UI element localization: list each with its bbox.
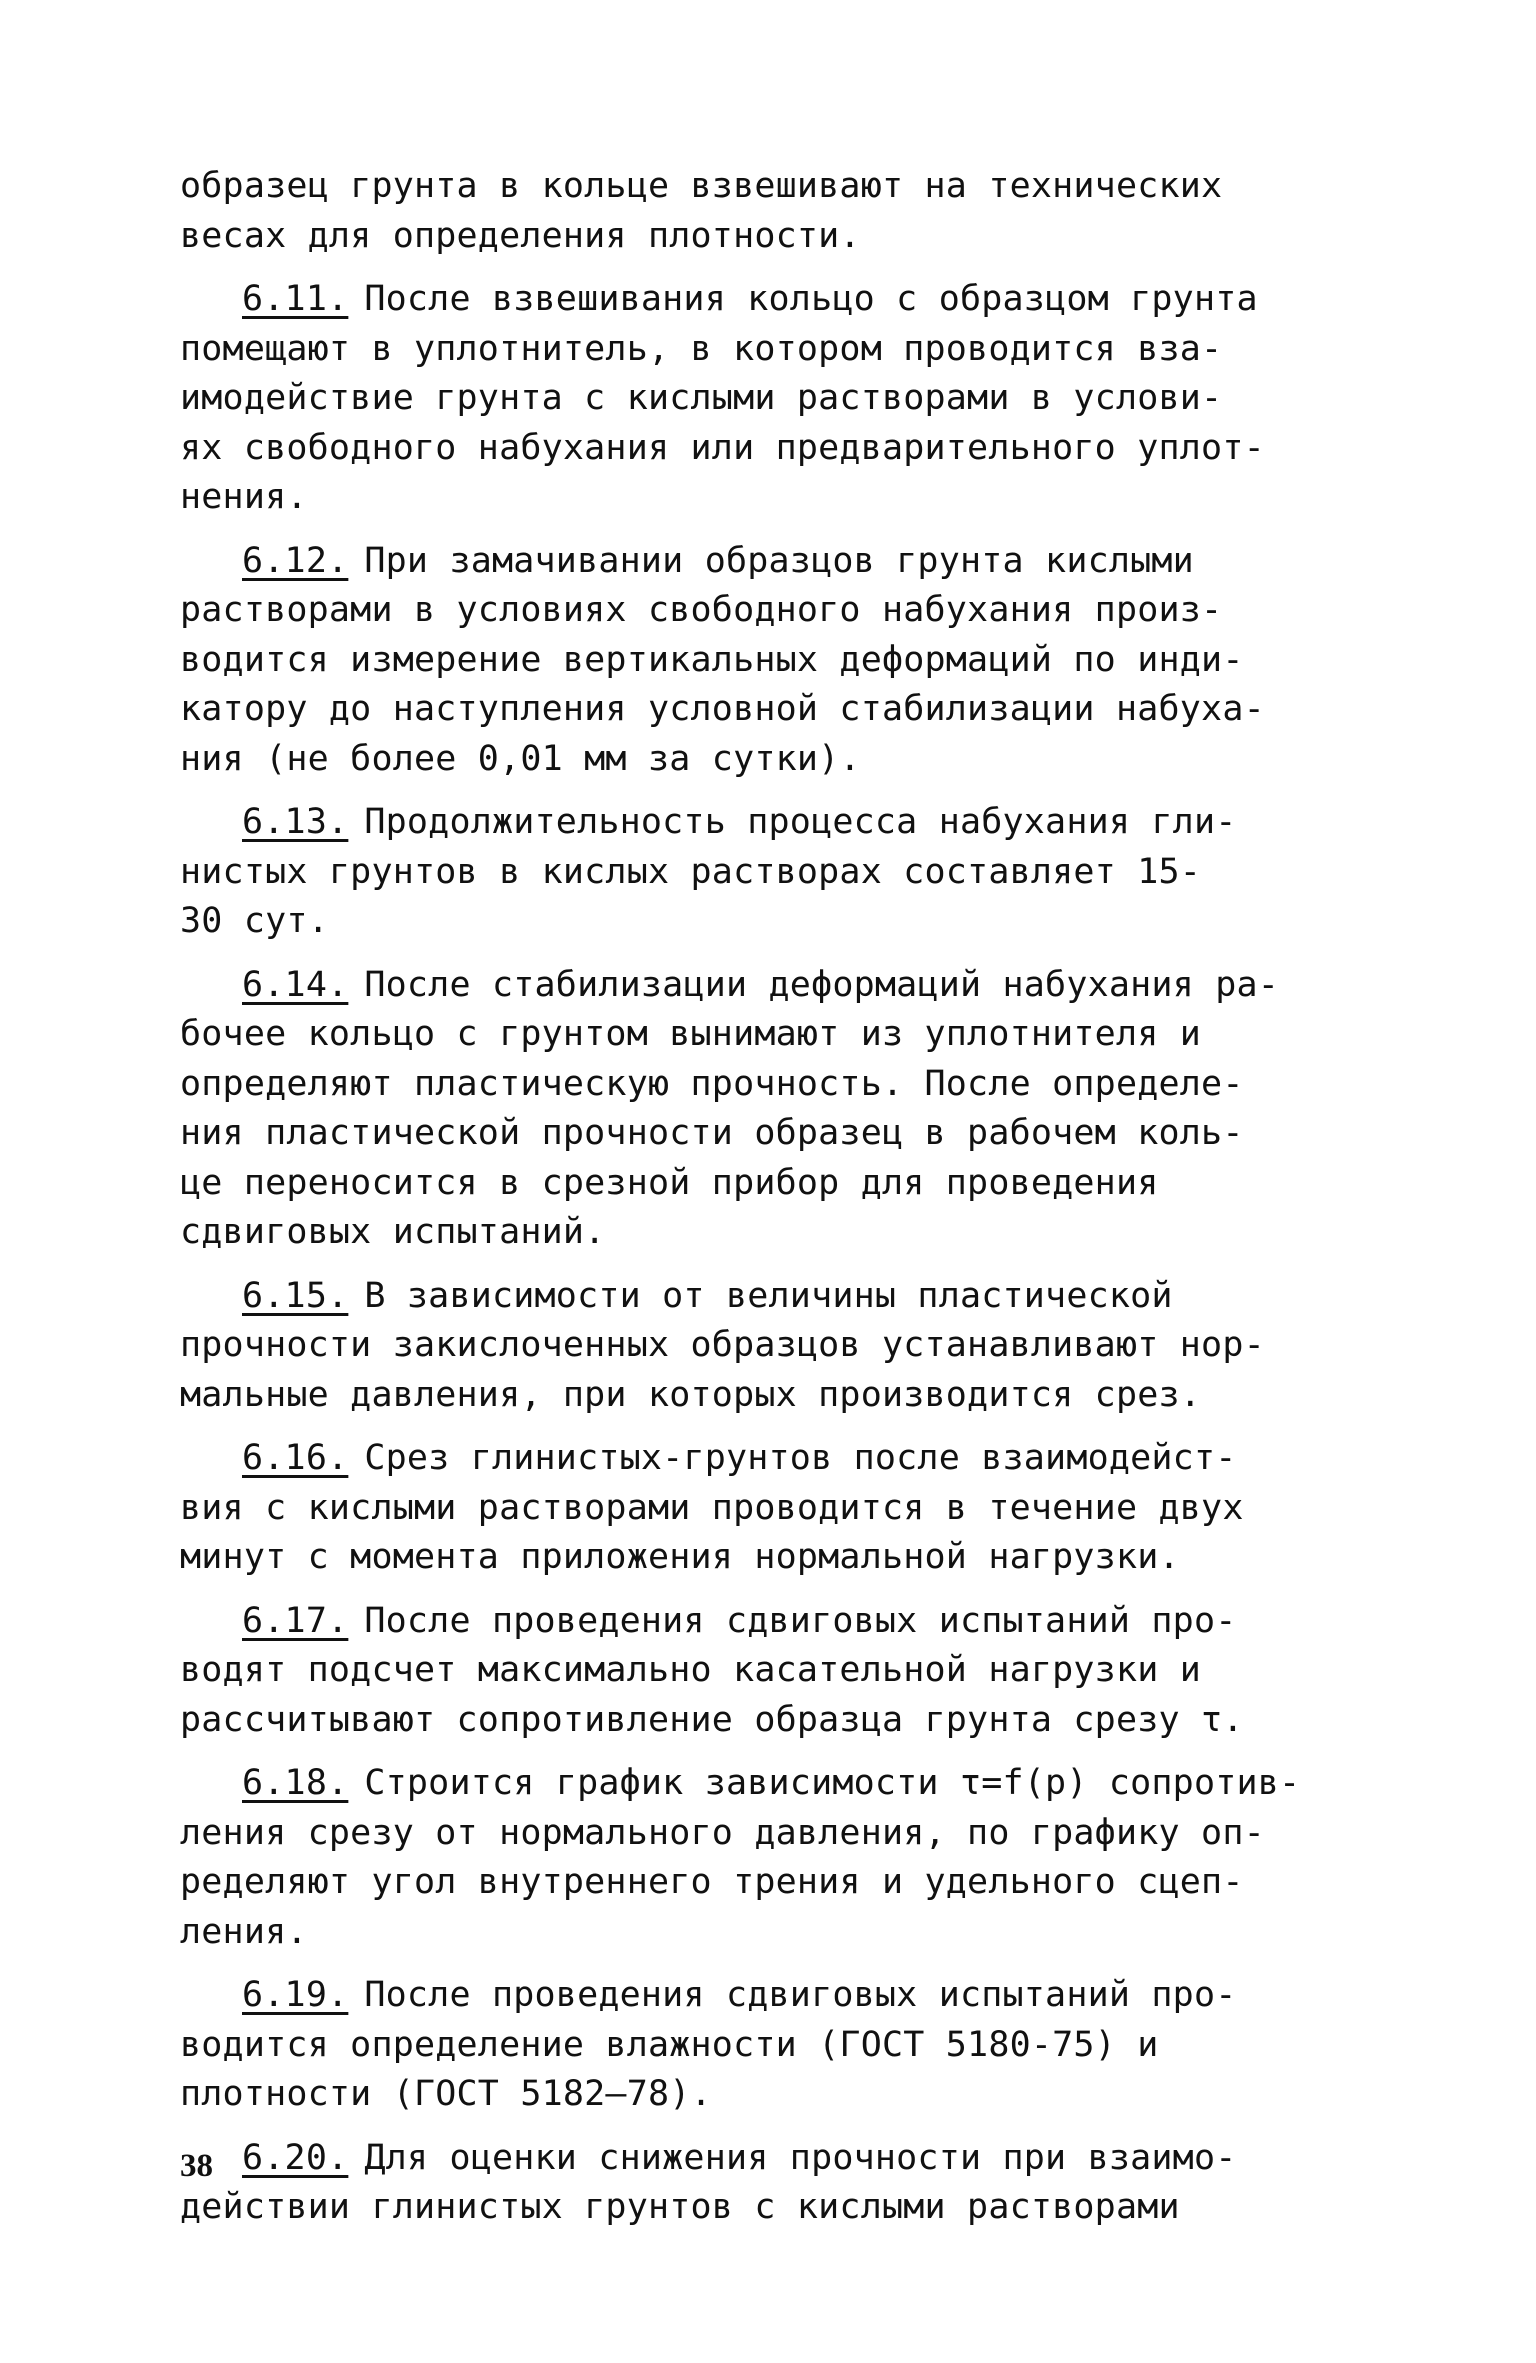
text-line: водится измерение вертикальных деформаций по инди- — [180, 639, 1244, 680]
text-line: помещают в уплотнитель, в котором проводится вза- — [180, 328, 1223, 369]
text-line: водят подсчет максимально касательной нагрузки и — [180, 1650, 1202, 1690]
paragraph-6-18-first-line: 6.18. Строится график зависимости τ=f(p) сопротив- — [180, 1759, 1350, 1809]
text-line: образец грунта в кольце взвешивают на технических — [180, 166, 1223, 206]
paragraph-6-20-first-line: 6.20. Для оценки снижения прочности при взаимо- — [180, 2134, 1350, 2184]
text-line: сдвиговых испытаний. — [180, 1212, 606, 1252]
paragraph-6-19-first-line: 6.19. После проведения сдвиговых испытаний про- — [180, 1971, 1350, 2021]
text-line: це переносится в срезной прибор для проведения — [180, 1162, 1159, 1203]
text-line: ления срезу от нормального давления, по графику оп- — [180, 1812, 1265, 1853]
section-number: 6.19. — [242, 1975, 349, 2015]
page-number: 38 — [180, 2148, 213, 2184]
section-number: 6.14. — [242, 964, 349, 1005]
section-number: 6.11. — [242, 279, 349, 319]
section-number: 6.13. — [242, 802, 349, 842]
section-number: 6.20. — [242, 2137, 349, 2178]
text-line: весах для определения плотности. — [180, 215, 861, 256]
section-number: 6.15. — [242, 1275, 349, 1316]
text-line: прочности закислоченных образцов устанавливают нор- — [180, 1325, 1265, 1365]
text-line: определяют пластическую прочность. После определе- — [180, 1063, 1244, 1104]
section-number: 6.18. — [242, 1763, 349, 1803]
text-line: плотности (ГОСТ 5182–78). — [180, 2074, 712, 2114]
section-number: 6.16. — [242, 1438, 349, 1478]
paragraph-6-14-first-line: 6.14. После стабилизации деформаций набухания ра- — [180, 961, 1350, 1011]
text-line: ределяют угол внутреннего трения и удельного сцеп- — [180, 1862, 1244, 1902]
paragraph-6-13-first-line: 6.13. Продолжительность процесса набухания гли- — [180, 798, 1350, 848]
text-line: минут с момента приложения нормальной нагрузки. — [180, 1537, 1180, 1577]
paragraph-6-15-first-line: 6.15. В зависимости от величины пластической — [180, 1272, 1350, 1322]
text-line: растворами в условиях свободного набухания произ- — [180, 590, 1223, 630]
text-line: нения. — [180, 477, 308, 517]
text-line: мальные давления, при которых производится срез. — [180, 1374, 1202, 1415]
section-number: 6.12. — [242, 540, 349, 581]
paragraph-6-17-first-line: 6.17. После проведения сдвиговых испытаний про- — [180, 1597, 1350, 1647]
text-line: ния пластической прочности образец в рабочем коль- — [180, 1113, 1244, 1153]
paragraph-6-11-first-line: 6.11. После взвешивания кольцо с образцом грунта — [180, 275, 1350, 325]
paragraph-6-16-first-line: 6.16. Срез глинистых-грунтов после взаимодейст- — [180, 1434, 1350, 1484]
text-line: имодействие грунта с кислыми растворами в услови- — [180, 378, 1223, 418]
text-line: вия с кислыми растворами проводится в течение двух — [180, 1487, 1244, 1528]
text-line: ления. — [180, 1911, 308, 1952]
text-line: рассчитывают сопротивление образца грунта срезу τ. — [180, 1699, 1244, 1740]
body-text — [180, 162, 1350, 2233]
text-line: 30 сут. — [180, 901, 329, 941]
text-line: водится определение влажности (ГОСТ 5180-75) и — [180, 2024, 1159, 2065]
text-line: действии глинистых грунтов с кислыми растворами — [180, 2187, 1180, 2227]
text-line: ния (не более 0,01 мм за сутки). — [180, 738, 861, 779]
text-line: ях свободного набухания или предварительного уплот- — [180, 427, 1265, 468]
text-line: бочее кольцо с грунтом вынимают из уплотнителя и — [180, 1014, 1202, 1054]
text-line: катору до наступления условной стабилизации набуха- — [180, 689, 1265, 729]
section-number: 6.17. — [242, 1600, 349, 1641]
text-line: нистых грунтов в кислых растворах составляет 15- — [180, 851, 1202, 892]
paragraph-6-12-first-line: 6.12. При замачивании образцов грунта кислыми — [180, 537, 1350, 587]
